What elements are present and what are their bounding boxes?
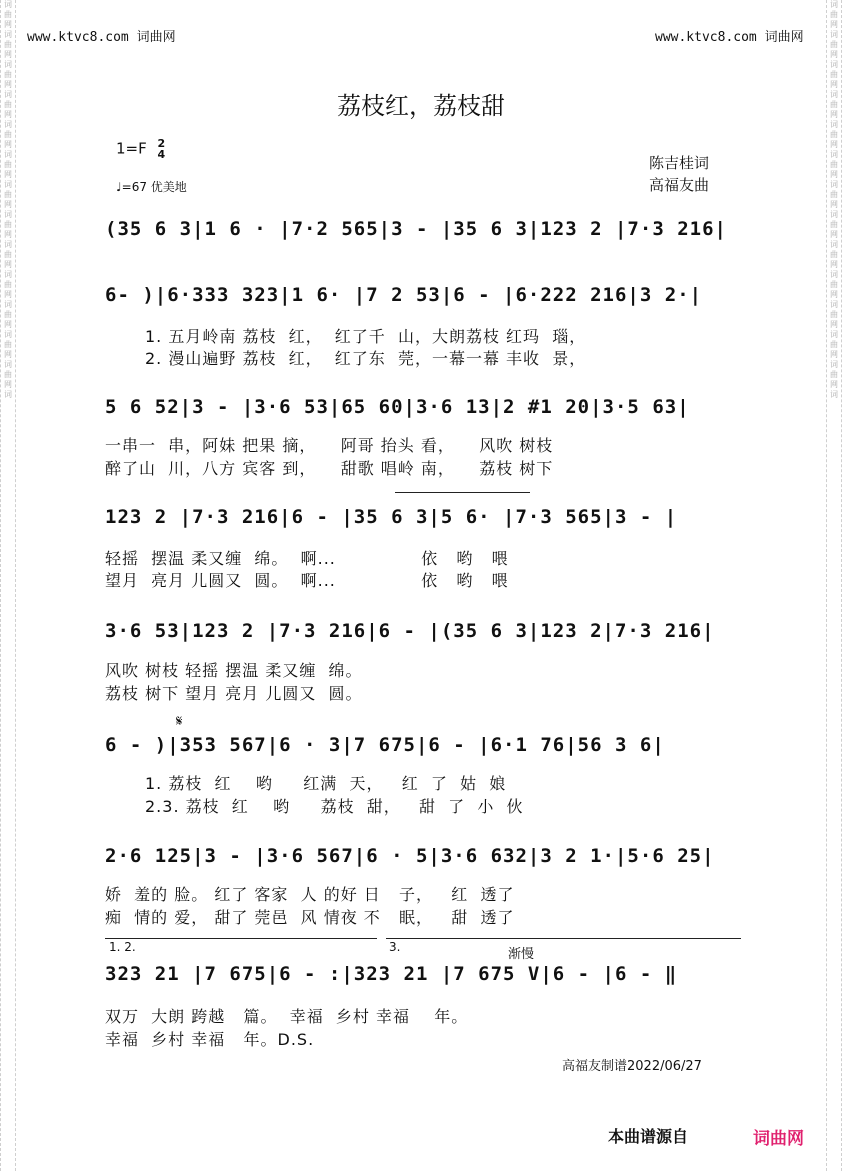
site-url-left[interactable]: www.ktvc8.com 词曲网 <box>27 30 176 45</box>
side-watermark-char: 词 <box>4 360 12 369</box>
side-watermark-char: 网 <box>830 200 838 209</box>
side-watermark-char: 曲 <box>830 130 838 139</box>
side-watermark-char: 网 <box>830 380 838 389</box>
side-watermark-char: 曲 <box>4 310 12 319</box>
side-watermark-char: 曲 <box>830 160 838 169</box>
side-watermark-char: 词 <box>830 330 838 339</box>
lyrics-line-4-verse-1: 轻摇 摆温 柔又缠 绵。 啊... 依 哟 喂 <box>105 549 509 568</box>
volta-bracket-2 <box>386 938 741 939</box>
side-watermark-char: 词 <box>4 30 12 39</box>
time-signature <box>158 138 166 160</box>
side-watermark-char: 曲 <box>4 100 12 109</box>
song-title: 荔枝红，荔枝甜 <box>337 92 505 120</box>
side-watermark-char: 网 <box>830 230 838 239</box>
side-watermark-char: 曲 <box>4 130 12 139</box>
side-watermark-char: 词 <box>830 390 838 399</box>
side-watermark-char: 网 <box>4 80 12 89</box>
side-watermark-char: 曲 <box>4 370 12 379</box>
side-watermark-char: 网 <box>4 380 12 389</box>
side-watermark-char: 曲 <box>830 370 838 379</box>
side-watermark-char: 词 <box>830 90 838 99</box>
lyrics-line-2-verse-1: 1. 五月岭南 荔枝 红， 红了千 山，大朗荔枝 红玛 瑙， <box>145 327 587 346</box>
side-watermark-char: 网 <box>4 110 12 119</box>
lyricist-credit: 陈吉桂词 <box>649 154 710 172</box>
side-watermark-char: 曲 <box>4 40 12 49</box>
side-watermark-char: 词 <box>4 270 12 279</box>
side-watermark-char: 曲 <box>4 70 12 79</box>
side-watermark-char: 网 <box>830 320 838 329</box>
notation-line-8: 323 21 |7 675|6 - :|323 21 |7 675 V|6 - |6 - ‖ <box>105 963 678 985</box>
notation-line-6: 6 - )|353 567|6 · 3|7 675|6 - |6·1 76|56 3 6| <box>105 734 665 756</box>
notation-line-5: 3·6 53|123 2 |7·3 216|6 - |(35 6 3|123 2|7·3 216| <box>105 620 715 642</box>
side-watermark-char: 网 <box>830 80 838 89</box>
side-watermark-char: 网 <box>4 140 12 149</box>
lyrics-line-7-verse-1: 娇 羞的 脸。 红了 客家 人 的好 日 子， 红 透了 <box>105 885 515 904</box>
side-watermark-char: 曲 <box>830 190 838 199</box>
side-watermark-char: 词 <box>830 360 838 369</box>
time-top: 2 <box>157 137 166 150</box>
side-watermark-char: 曲 <box>830 280 838 289</box>
side-watermark-char: 词 <box>4 60 12 69</box>
side-watermark-char: 词 <box>4 210 12 219</box>
lyrics-line-8-verse-1: 双万 大朗 跨越 篇。 幸福 乡村 幸福 年。 <box>105 1007 469 1026</box>
side-watermark-char: 词 <box>4 120 12 129</box>
transcriber-credit: 高福友制谱2022/06/27 <box>562 1059 702 1074</box>
side-watermark-char: 词 <box>830 240 838 249</box>
side-watermark-char: 网 <box>830 20 838 29</box>
notation-line-7: 2·6 125|3 - |3·6 567|6 · 5|3·6 632|3 2 1·|5·6 25| <box>105 845 715 867</box>
volta-1-label: 1. 2. <box>109 940 136 954</box>
site-url-right[interactable]: www.ktvc8.com 词曲网 <box>655 30 804 45</box>
composer-credit: 高福友曲 <box>649 176 710 194</box>
lyrics-line-2-verse-2: 2. 漫山遍野 荔枝 红， 红了东 莞，一幕一幕 丰收 景， <box>145 349 587 368</box>
notation-line-2: 6- )|6·333 323|1 6· |7 2 53|6 - |6·222 216|3 2·| <box>105 284 703 306</box>
side-watermark-char: 网 <box>4 260 12 269</box>
volta-2-label: 3. <box>389 940 401 954</box>
side-watermark-char: 网 <box>4 350 12 359</box>
side-watermark-char: 网 <box>830 140 838 149</box>
source-brand-link[interactable]: 词曲网 <box>753 1129 804 1149</box>
side-watermark-char: 网 <box>830 260 838 269</box>
side-watermark-char: 网 <box>4 170 12 179</box>
side-watermark-char: 网 <box>830 290 838 299</box>
side-watermark-char: 曲 <box>4 220 12 229</box>
side-watermark-char: 词 <box>4 390 12 399</box>
side-watermark-char: 词 <box>4 330 12 339</box>
left-watermark-strip <box>0 0 16 1171</box>
lyrics-line-8-verse-2: 幸福 乡村 幸福 年。D.S. <box>105 1030 315 1049</box>
lyrics-line-3-verse-1: 一串一 串，阿妹 把果 摘， 阿哥 抬头 看， 风吹 树枝 <box>105 436 554 455</box>
side-watermark-char: 曲 <box>4 160 12 169</box>
side-watermark-char: 词 <box>830 210 838 219</box>
key-signature <box>116 138 165 160</box>
side-watermark-char: 词 <box>4 150 12 159</box>
side-watermark-char: 曲 <box>830 340 838 349</box>
side-watermark-char: 词 <box>4 240 12 249</box>
side-watermark-char: 曲 <box>4 190 12 199</box>
side-watermark-char: 网 <box>830 50 838 59</box>
lyrics-line-3-verse-2: 醉了山 川，八方 宾客 到， 甜歌 唱岭 南， 荔枝 树下 <box>105 459 554 478</box>
notation-line-3: 5 6 52|3 - |3·6 53|65 60|3·6 13|2 #1 20|3·5 63| <box>105 396 690 418</box>
time-bottom: 4 <box>157 148 166 161</box>
side-watermark-char: 曲 <box>4 280 12 289</box>
side-watermark-char: 词 <box>830 180 838 189</box>
side-watermark-char: 网 <box>4 290 12 299</box>
side-watermark-char: 词 <box>4 0 12 9</box>
side-watermark-char: 网 <box>4 200 12 209</box>
side-watermark-char: 曲 <box>830 40 838 49</box>
side-watermark-char: 词 <box>830 0 838 9</box>
side-watermark-char: 曲 <box>4 10 12 19</box>
side-watermark-char: 网 <box>4 320 12 329</box>
notation-line-4: 123 2 |7·3 216|6 - |35 6 3|5 6· |7·3 565|3 - | <box>105 506 678 528</box>
side-watermark-char: 词 <box>830 120 838 129</box>
side-watermark-char: 曲 <box>830 100 838 109</box>
notation-line-1: (35 6 3|1 6 · |7·2 565|3 - |35 6 3|123 2 |7·3 216| <box>105 218 727 240</box>
side-watermark-char: 曲 <box>830 250 838 259</box>
side-watermark-char: 网 <box>830 170 838 179</box>
lyrics-line-6-verse-1: 1. 荔枝 红 哟 红满 天， 红 了 姑 娘 <box>145 774 507 793</box>
tempo-marking: ♩=67 优美地 <box>116 180 187 194</box>
key-text: 1=F <box>116 139 147 158</box>
segno-sign: 𝄋 <box>176 712 183 730</box>
lyrics-line-6-verse-2: 2.3. 荔枝 红 哟 荔枝 甜， 甜 了 小 伙 <box>145 797 524 816</box>
side-watermark-char: 曲 <box>830 70 838 79</box>
lyrics-line-5-verse-1: 风吹 树枝 轻摇 摆温 柔又缠 绵。 <box>105 661 363 680</box>
lyrics-line-4-verse-2: 望月 亮月 儿圆又 圆。 啊... 依 哟 喂 <box>105 571 509 590</box>
side-watermark-char: 网 <box>4 50 12 59</box>
side-watermark-char: 词 <box>830 150 838 159</box>
ritardando-marking: 渐慢 <box>508 947 535 962</box>
lyrics-line-7-verse-2: 痴 情的 爱， 甜了 莞邑 风 情夜 不 眠， 甜 透了 <box>105 908 515 927</box>
side-watermark-char: 曲 <box>4 250 12 259</box>
side-watermark-char: 曲 <box>830 10 838 19</box>
side-watermark-char: 词 <box>4 300 12 309</box>
side-watermark-char: 曲 <box>830 310 838 319</box>
side-watermark-char: 网 <box>830 110 838 119</box>
side-watermark-char: 网 <box>4 20 12 29</box>
right-watermark-strip <box>826 0 842 1171</box>
side-watermark-char: 词 <box>830 30 838 39</box>
lyrics-line-5-verse-2: 荔枝 树下 望月 亮月 儿圆又 圆。 <box>105 684 363 703</box>
side-watermark-char: 曲 <box>830 220 838 229</box>
side-watermark-char: 词 <box>4 180 12 189</box>
side-watermark-char: 词 <box>830 60 838 69</box>
side-watermark-char: 网 <box>4 230 12 239</box>
side-watermark-char: 曲 <box>4 340 12 349</box>
side-watermark-char: 网 <box>830 350 838 359</box>
source-label: 本曲谱源自 <box>608 1127 689 1146</box>
side-watermark-char: 词 <box>4 90 12 99</box>
side-watermark-char: 词 <box>830 300 838 309</box>
slur-line <box>395 492 530 493</box>
volta-bracket-1 <box>105 938 377 939</box>
side-watermark-char: 词 <box>830 270 838 279</box>
